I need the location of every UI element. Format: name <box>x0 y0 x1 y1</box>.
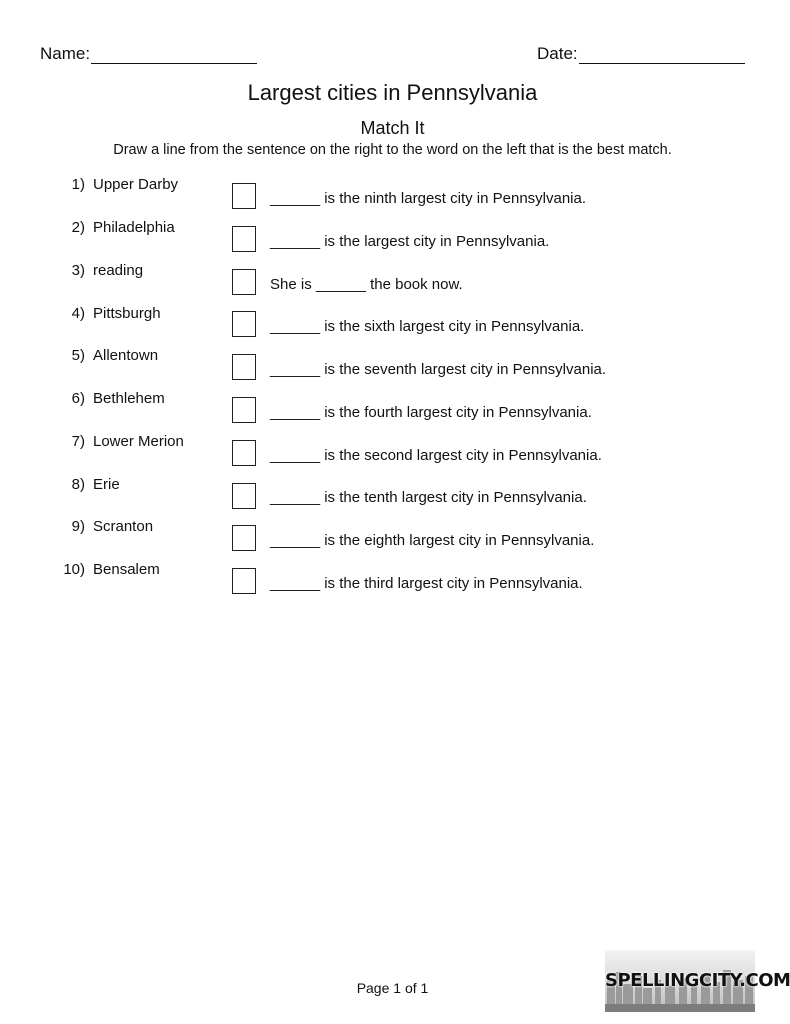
word-number: 8) <box>71 476 85 493</box>
word-number: 3) <box>71 262 85 279</box>
worksheet-title: Largest cities in Pennsylvania <box>247 80 538 105</box>
answer-box[interactable] <box>232 525 256 551</box>
word-text: Pittsburgh <box>93 305 161 322</box>
match-sentence: ______ is the fourth largest city in Pennsylvania. <box>270 404 592 421</box>
word-item <box>55 305 161 322</box>
logo-text: SPELLINGCITY.COM <box>605 970 790 991</box>
match-sentence: ______ is the ninth largest city in Pennsylvania. <box>270 190 587 207</box>
word-number: 2) <box>71 219 85 236</box>
answer-box[interactable] <box>232 483 256 509</box>
match-sentence: She is ______ the book now. <box>270 276 463 293</box>
word-text: Lower Merion <box>93 433 184 450</box>
name-field <box>40 44 257 64</box>
date-label: Date: <box>537 44 578 63</box>
match-sentence: ______ is the second largest city in Pennsylvania. <box>270 447 602 464</box>
name-label: Name: <box>40 44 91 63</box>
match-sentence: ______ is the third largest city in Pennsylvania. <box>270 575 583 592</box>
answer-box[interactable] <box>232 354 256 380</box>
date-field <box>537 44 745 64</box>
word-number: 10) <box>63 561 85 578</box>
word-text: Bethlehem <box>93 390 165 407</box>
answer-box[interactable] <box>232 440 256 466</box>
worksheet-subtitle: Match It <box>360 118 425 138</box>
word-item <box>55 262 143 279</box>
page-number: Page 1 of 1 <box>356 980 429 996</box>
word-item <box>55 347 158 364</box>
word-number: 5) <box>71 347 85 364</box>
spellingcity-logo <box>605 950 790 1012</box>
match-sentence: ______ is the sixth largest city in Pennsylvania. <box>270 318 585 335</box>
answer-box[interactable] <box>232 397 256 423</box>
word-item <box>55 390 165 407</box>
date-blank-line <box>579 45 745 64</box>
word-text: Upper Darby <box>93 176 179 193</box>
word-text: reading <box>93 262 144 279</box>
match-sentence: ______ is the seventh largest city in Pennsylvania. <box>270 361 607 378</box>
word-text: Erie <box>93 476 120 493</box>
word-text: Bensalem <box>93 561 160 578</box>
word-item <box>55 476 120 493</box>
match-sentence: ______ is the eighth largest city in Pennsylvania. <box>270 532 595 549</box>
word-item <box>55 433 184 450</box>
word-number: 4) <box>71 305 85 322</box>
name-blank-line <box>91 45 257 64</box>
word-item <box>55 219 175 236</box>
word-text: Philadelphia <box>93 219 175 236</box>
word-number: 6) <box>71 390 85 407</box>
answer-box[interactable] <box>232 568 256 594</box>
answer-box[interactable] <box>232 183 256 209</box>
match-sentence: ______ is the tenth largest city in Pennsylvania. <box>270 489 587 506</box>
word-text: Scranton <box>93 518 154 535</box>
answer-box[interactable] <box>232 269 256 295</box>
instructions: Draw a line from the sentence on the right to the word on the left that is the best match. <box>113 142 672 158</box>
word-number: 7) <box>71 433 85 450</box>
answer-box[interactable] <box>232 226 256 252</box>
word-number: 1) <box>71 176 85 193</box>
word-item <box>55 176 178 193</box>
match-sentence: ______ is the largest city in Pennsylvania. <box>270 233 550 250</box>
word-item <box>55 518 153 535</box>
answer-box[interactable] <box>232 311 256 337</box>
word-number: 9) <box>71 518 85 535</box>
word-text: Allentown <box>93 347 159 364</box>
word-item <box>55 561 160 578</box>
